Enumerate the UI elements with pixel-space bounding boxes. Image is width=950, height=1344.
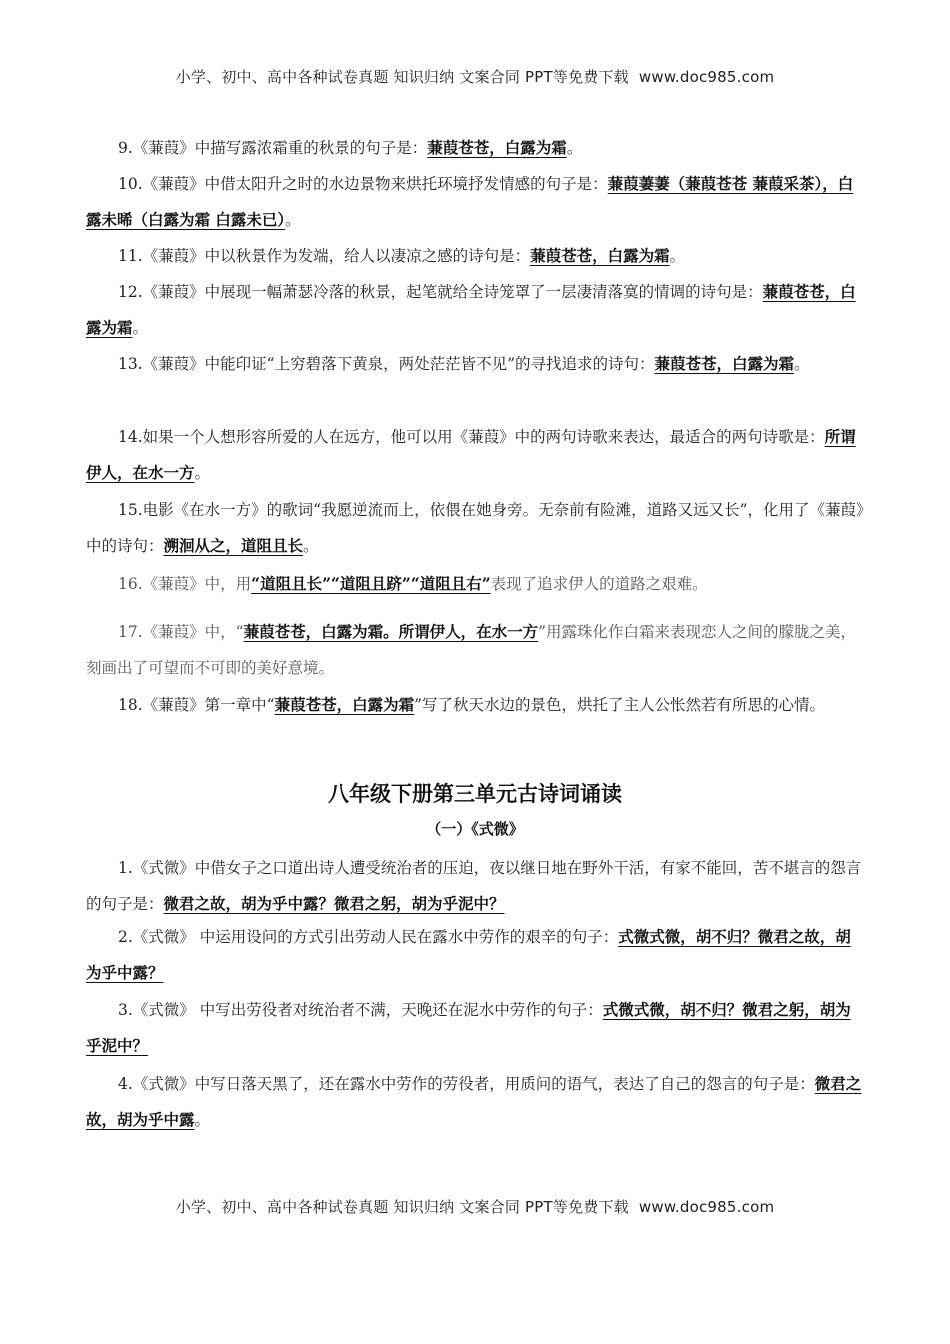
answer: 所谓伊人，在水一方 <box>86 427 856 482</box>
question-item: 14.如果一个人想形容所爱的人在远方，他可以用《蒹葭》中的两句诗歌来表达，最适合的两句诗歌是：所谓伊人，在水一方。 <box>86 427 856 482</box>
footer-text: 小学、初中、高中各种试卷真题 知识归纳 文案合同 PPT等免费下载 <box>175 1198 629 1216</box>
section-title: 八年级下册第三单元古诗词诵读 <box>328 782 622 806</box>
answer: “道阻且长”“道阻且跻”“道阻且右” <box>251 574 491 593</box>
question-item: 9.《蒹葭》中描写露浓霜重的秋景的句子是：蒹葭苍苍，白露为霜。 <box>118 138 583 157</box>
question-item: 1.《式微》中借女子之口道出诗人遭受统治者的压迫，夜以继日地在野外干活，有家不能回，苦不堪言的怨言的句子是：微君之故，胡为乎中露？微君之躬，胡为乎泥中？ <box>86 859 862 913</box>
answer: 微君之故，胡为乎中露 <box>86 1074 862 1129</box>
answer: 蒹葭苍苍，白露为霜 <box>274 695 415 714</box>
question-item: 13.《蒹葭》中能印证“上穷碧落下黄泉，两处茫茫皆不见”的寻找追求的诗句：蒹葭苍苍，白露为霜。 <box>118 354 810 373</box>
answer: 蒹葭苍苍，白露为霜 <box>427 138 567 157</box>
answer: 蒹葭苍苍，白露为霜 <box>530 246 670 265</box>
question-item: 12.《蒹葭》中展现一幅萧瑟冷落的秋景，起笔就给全诗笼罩了一层凄清落寞的情调的诗句是：蒹葭苍苍，白露为霜。 <box>86 282 856 337</box>
page-header <box>0 66 950 87</box>
question-item: 2.《式微》 中运用设问的方式引出劳动人民在露水中劳作的艰辛的句子：式微式微，胡不归？微君之故，胡为乎中露？ <box>86 927 851 982</box>
header-text: 小学、初中、高中各种试卷真题 知识归纳 文案合同 PPT等免费下载 <box>175 68 629 86</box>
question-item: 3.《式微》 中写出劳役者对统治者不满，天晚还在泥水中劳作的句子：式微式微，胡不归？微君之躬，胡为乎泥中？ <box>86 1000 851 1055</box>
answer: 蒹葭苍苍，白露为霜。所谓伊人，在水一方 <box>243 622 539 641</box>
answer: 式微式微，胡不归？微君之故，胡为乎中露？ <box>86 927 851 982</box>
page-footer <box>0 1196 950 1217</box>
answer: 蒹葭萋萋（蒹葭苍苍 蒹葭采茶），白露未晞（白露为霜 白露未已） <box>86 174 854 229</box>
question-item: 18.《蒹葭》第一章中“蒹葭苍苍，白露为霜”写了秋天水边的景色，烘托了主人公怅然若有所思的心情。 <box>118 695 826 714</box>
answer: 蒹葭苍苍，白露为霜 <box>654 354 795 373</box>
answer: 蒹葭苍苍，白露为霜 <box>86 282 856 337</box>
question-item: 15.电影《在水一方》的歌词“我愿逆流而上，依偎在她身旁。无奈前有险滩，道路又远又长”，化用了《蒹葭》中的诗句：溯洄从之，道阻且长。 <box>86 501 864 555</box>
question-item: 17.《蒹葭》中，“蒹葭苍苍，白露为霜。所谓伊人，在水一方”用露珠化作白霜来表现恋人之间的朦胧之美，刻画出了可望而不可即的美好意境。 <box>86 622 857 677</box>
answer: 式微式微，胡不归？微君之躬，胡为乎泥中？ <box>86 1000 851 1055</box>
question-item: 16.《蒹葭》中，用“道阻且长”“道阻且跻”“道阻且右”表现了追求伊人的道路之艰难。 <box>118 574 708 593</box>
header-url[interactable]: www.doc985.com <box>638 68 775 86</box>
question-item: 11.《蒹葭》中以秋景作为发端，给人以凄凉之感的诗句是：蒹葭苍苍，白露为霜。 <box>118 246 686 265</box>
question-item: 10.《蒹葭》中借太阳升之时的水边景物来烘托环境抒发情感的句子是：蒹葭萋萋（蒹葭苍苍 蒹葭采茶），白露未晞（白露为霜 白露未已）。 <box>86 174 854 229</box>
answer: 微君之故，胡为乎中露？微君之躬，胡为乎泥中？ <box>163 894 505 913</box>
answer: 溯洄从之，道阻且长 <box>163 536 304 555</box>
section-subtitle: （一）《式微》 <box>426 820 524 838</box>
question-item: 4.《式微》中写日落天黑了，还在露水中劳作的劳役者，用质问的语气，表达了自己的怨言的句子是：微君之故，胡为乎中露。 <box>86 1074 862 1129</box>
footer-url[interactable]: www.doc985.com <box>638 1198 775 1216</box>
